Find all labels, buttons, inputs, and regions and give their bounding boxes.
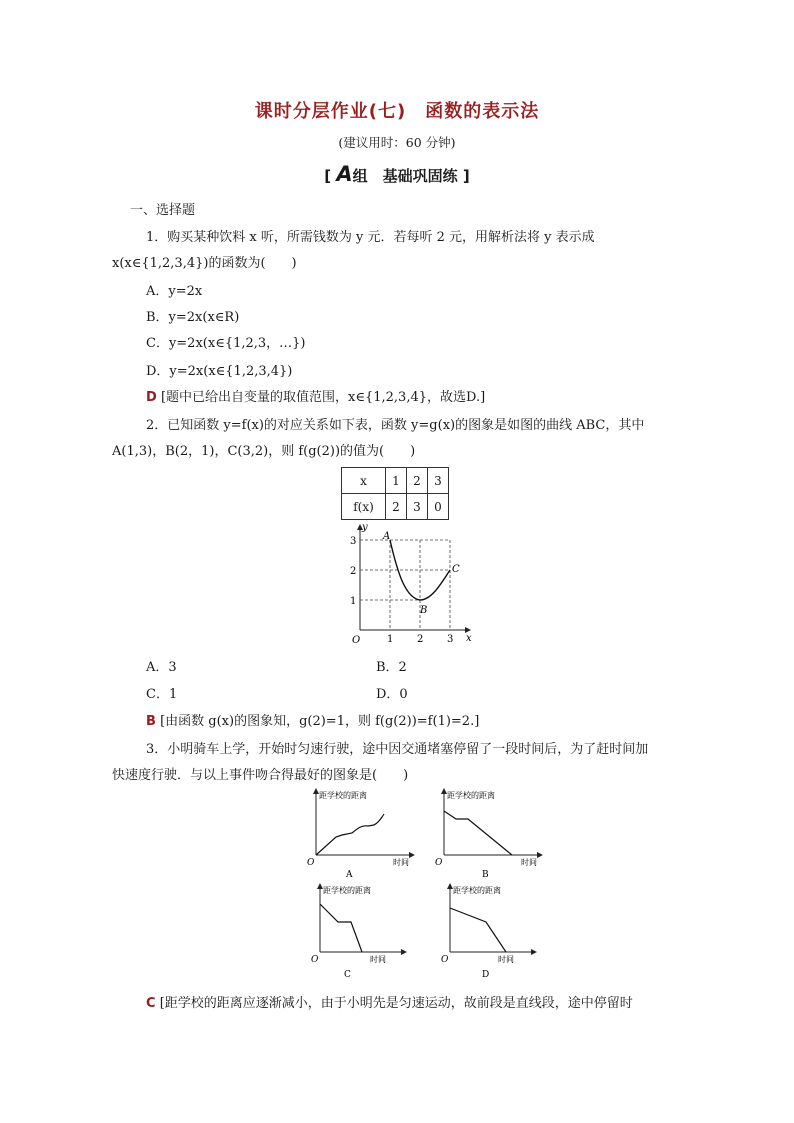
q1-answer — [146, 386, 485, 405]
y-axis-label: 距学校的距离 — [323, 886, 371, 895]
guide-lines — [360, 540, 450, 630]
q3-answer — [146, 992, 633, 1011]
x-axis-label: 时间 — [521, 858, 537, 867]
q1-answer-letter: D — [146, 390, 157, 405]
graph-caption: A — [346, 870, 353, 880]
q1-stem-line1: 1．购买某种饮料 x 听，所需钱数为 y 元．若每听 2 元，用解析法将 y 表示成 — [146, 230, 595, 245]
q2-explanation: [由函数 g(x)的图象知，g(2)=1，则 f(g(2))=f(1)=2.] — [160, 714, 480, 729]
q3-answer-letter: C — [146, 996, 156, 1011]
function-table — [341, 467, 449, 520]
graph-option-b — [430, 785, 550, 880]
q1-option-d: D．y=2x(x∈{1,2,3,4}) — [146, 364, 293, 379]
q2-stem-line2: A(1,3)，B(2，1)，C(3,2)，则 f(g(2))的值为( ) — [112, 444, 416, 459]
page-title: 课时分层作业(七) 函数的表示法 — [254, 101, 540, 122]
distance-curve — [316, 814, 384, 855]
q2-stem-line1: 2．已知函数 y=f(x)的对应关系如下表，函数 y=g(x)的图象是如图的曲线 ABC，其中 — [146, 418, 645, 433]
x-axis-label: 时间 — [498, 955, 514, 964]
point-label-c: C — [452, 564, 460, 575]
y-axis-label: 距学校的距离 — [319, 791, 367, 800]
graph-caption: B — [482, 870, 489, 880]
group-bracket-close: ] — [462, 167, 470, 185]
distance-curve — [320, 904, 362, 952]
q3-stem-line2: 快速度行驶．与以上事件吻合得最好的图象是( ) — [112, 768, 409, 783]
q1-stem-line2: x(x∈{1,2,3,4})的函数为( ) — [112, 256, 297, 271]
table-cell: x — [342, 468, 386, 494]
q2-option-d: D．0 — [376, 687, 408, 702]
section-label: 一、选择题 — [130, 203, 196, 218]
graph-option-d — [436, 880, 556, 980]
q2-option-a: A．3 — [146, 660, 177, 675]
origin-label: O — [441, 955, 449, 965]
group-letter: A — [336, 162, 353, 186]
q2-option-c: C．1 — [146, 687, 178, 702]
table-cell: 2 — [407, 468, 428, 494]
table-cell: f(x) — [342, 494, 386, 520]
x-axis-label: 时间 — [393, 858, 409, 867]
graph-caption: C — [344, 970, 351, 980]
q3-stem-line1: 3．小明骑车上学，开始时匀速行驶，途中因交通堵塞停留了一段时间后，为了赶时间加 — [146, 742, 649, 757]
y-tick-label: 1 — [350, 596, 357, 607]
origin-label: O — [311, 955, 319, 965]
table-row — [342, 468, 449, 494]
table-cell: 2 — [386, 494, 407, 520]
y-axis-label: 距学校的距离 — [453, 886, 501, 895]
point-label-b: B — [420, 605, 428, 616]
x-tick-label: 1 — [387, 634, 394, 645]
graph-caption: D — [482, 970, 490, 980]
table-cell: 1 — [386, 468, 407, 494]
table-cell: 0 — [428, 494, 449, 520]
x-tick-label: 3 — [447, 634, 454, 645]
x-axis-label: x — [466, 633, 472, 644]
y-axis-label: 距学校的距离 — [447, 791, 495, 800]
function-graph — [340, 520, 480, 645]
table-row — [342, 494, 449, 520]
origin-label: O — [352, 635, 361, 645]
x-tick-label: 2 — [417, 634, 424, 645]
q1-option-c: C．y=2x(x∈{1,2,3，…}) — [146, 336, 306, 351]
group-text: 组 基础巩固练 — [352, 167, 458, 185]
graph-option-a — [302, 785, 422, 880]
y-axis-label: y — [362, 522, 368, 533]
q2-answer-letter: B — [146, 714, 156, 729]
group-bracket-open: [ — [324, 167, 332, 185]
table-cell: 3 — [407, 494, 428, 520]
y-tick-label: 2 — [350, 566, 357, 577]
origin-label: O — [435, 858, 443, 868]
q2-option-b: B．2 — [376, 660, 407, 675]
x-axis-label: 时间 — [370, 955, 386, 964]
y-tick-label: 3 — [350, 536, 357, 547]
distance-curve — [450, 908, 506, 952]
distance-curve — [444, 811, 512, 855]
group-heading — [0, 162, 794, 186]
q1-option-a: A．y=2x — [146, 284, 203, 299]
q1-option-b: B．y=2x(x∈R) — [146, 310, 240, 325]
table-cell: 3 — [428, 468, 449, 494]
time-note: (建议用时：60 分钟) — [338, 135, 456, 150]
q3-explanation: [距学校的距离应逐渐减小，由于小明先是匀速运动，故前段是直线段，途中停留时 — [159, 996, 633, 1011]
graph-option-c — [306, 880, 426, 980]
point-label-a: A — [383, 531, 391, 542]
origin-label: O — [307, 858, 315, 868]
q1-explanation: [题中已给出自变量的取值范围，x∈{1,2,3,4}，故选D.] — [160, 390, 486, 405]
q2-answer — [146, 710, 479, 729]
